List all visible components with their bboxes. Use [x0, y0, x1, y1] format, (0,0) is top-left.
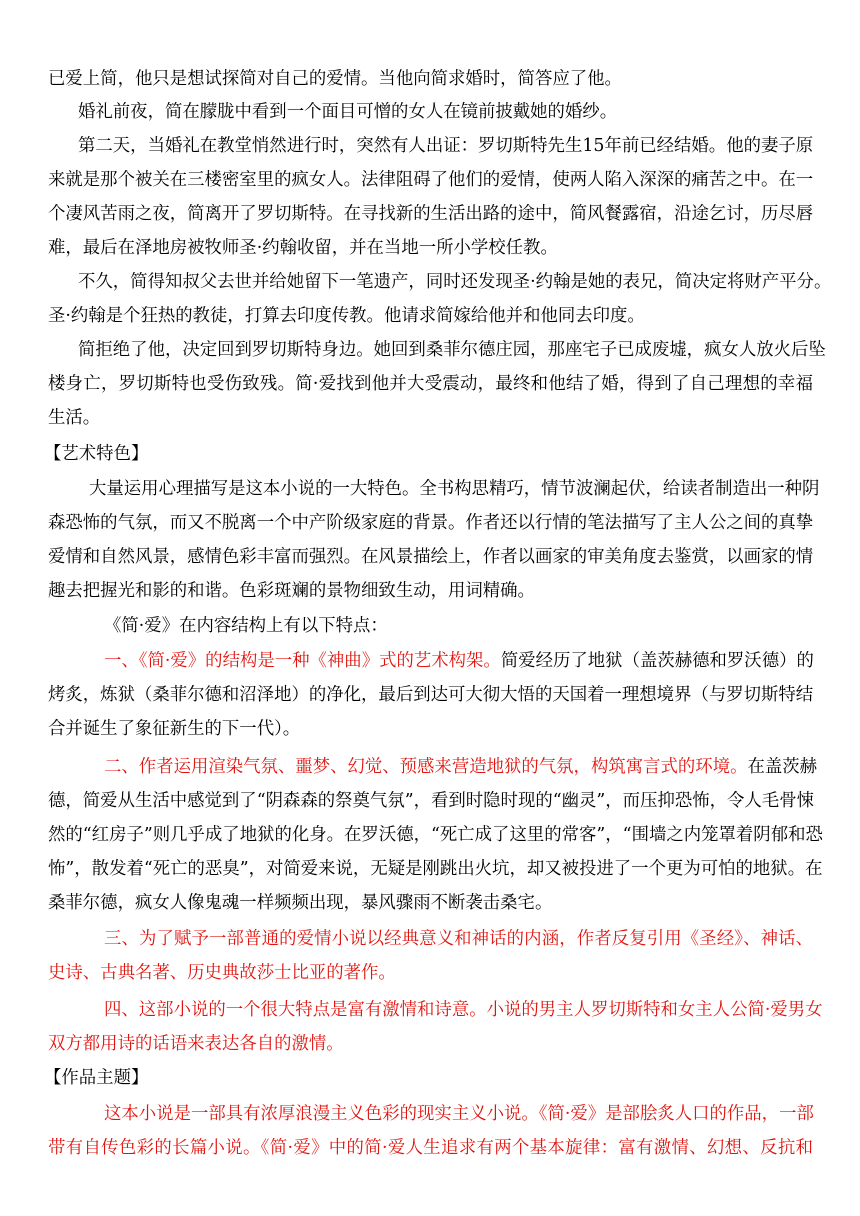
point-two-first-line — [104, 750, 817, 784]
paragraph-line: 婚礼前夜，简在朦胧中看到一个面目可憎的女人在镜前披戴她的婚纱。 — [78, 102, 618, 122]
section-heading-art: 【艺术特色】 — [44, 444, 149, 464]
paragraph-line: 然的“红房子”则几乎成了地狱的化身。在罗沃德，“死亡成了这里的常客”，“围墙之内笼罩着阴郁和恐 — [48, 825, 823, 845]
point-three-line: 史诗、古典名著、历史典故莎士比亚的著作。 — [48, 963, 396, 983]
paragraph-line: 不久，简得知叔父去世并给她留下一笔遗产，同时还发现圣·约翰是她的表兄，简决定将财产平分。 — [78, 272, 832, 292]
paragraph-line: 楼身亡，罗切斯特也受伤致残。简·爱找到他并大受震动，最终和他结了婚，得到了自己理想的幸福 — [48, 374, 813, 394]
theme-line: 这本小说是一部具有浓厚浪漫主义色彩的现实主义小说。《简·爱》是部脍炙人口的作品，一部 — [104, 1104, 814, 1124]
point-one-text: 简爱经历了地狱（盖茨赫德和罗沃德）的 — [500, 651, 814, 671]
paragraph-line: 怖”，散发着“死亡的恶臭”，对简爱来说，无疑是刚跳出火坑，却又被投进了一个更为可怕的地狱。在 — [48, 859, 823, 879]
paragraph-line: 桑菲尔德，疯女人像鬼魂一样频频出现，暴风骤雨不断袭击桑宅。 — [48, 893, 553, 913]
paragraph-line: 《简·爱》在内容结构上有以下特点： — [104, 616, 388, 636]
point-one-highlight: 一、《简·爱》的结构是一种《神曲》式的艺术构架。 — [104, 651, 501, 671]
paragraph-line: 已爱上简，他只是想试探简对自己的爱情。当他向简求婚时，简答应了他。 — [48, 69, 622, 89]
paragraph-line: 趣去把握光和影的和谐。色彩斑斓的景物细致生动，用词精确。 — [48, 581, 535, 601]
paragraph-line: 简拒绝了他，决定回到罗切斯特身边。她回到桑菲尔德庄园，那座宅子已成废墟，疯女人放火后坠 — [78, 340, 826, 360]
paragraph-line: 合并诞生了象征新生的下一代）。 — [48, 719, 301, 739]
point-four-line: 四、这部小说的一个很大特点是富有激情和诗意。小说的男主人罗切斯特和女主人公简·爱男女 — [104, 1000, 823, 1020]
point-two-highlight: 二、作者运用渲染气氛、噩梦、幻觉、预感来营造地狱的气氛，构筑寓言式的环境。 — [104, 757, 748, 777]
point-two-text: 在盖茨赫 — [747, 757, 818, 777]
paragraph-line: 第二天，当婚礼在教堂悄然进行时，突然有人出证：罗切斯特先生15年前已经结婚。他的妻子原 — [78, 136, 814, 156]
point-one-first-line — [104, 644, 814, 678]
theme-line: 带有自传色彩的长篇小说。《简·爱》中的简·爱人生追求有两个基本旋律：富有激情、幻想、反抗和 — [48, 1138, 813, 1158]
paragraph-line: 德，简爱从生活中感觉到了“阴森森的祭奠气氛”，看到时隐时现的“幽灵”，而压抑恐怖，令人毛骨悚 — [48, 791, 814, 811]
paragraph-line: 个凄风苦雨之夜，简离开了罗切斯特。在寻找新的生活出路的途中，简风餐露宿，沿途乞讨，历尽唇 — [48, 204, 814, 224]
paragraph-line: 难，最后在泽地房被牧师圣·约翰收留，并在当地一所小学校任教。 — [48, 238, 558, 258]
paragraph-line: 烤炙，炼狱（桑菲尔德和沼泽地）的净化，最后到达可大彻大悟的天国着一理想境界（与罗切斯特结 — [48, 685, 814, 705]
section-heading-theme: 【作品主题】 — [44, 1068, 149, 1088]
paragraph-line: 爱情和自然风景，感情色彩丰富而强烈。在风景描绘上，作者以画家的审美角度去鉴赏，以画家的情 — [48, 547, 814, 567]
paragraph-line: 大量运用心理描写是这本小说的一大特色。全书构思精巧，情节波澜起伏，给读者制造出一种阴 — [89, 479, 820, 499]
paragraph-line: 生活。 — [48, 408, 101, 428]
point-four-line: 双方都用诗的话语来表达各自的激情。 — [48, 1034, 344, 1054]
point-three-line: 三、为了赋予一部普通的爱情小说以经典意义和神话的内涵，作者反复引用《圣经》、神话、 — [104, 929, 813, 949]
paragraph-line: 圣·约翰是个狂热的教徒，打算去印度传教。他请求简嫁给他并和他同去印度。 — [48, 306, 645, 326]
paragraph-line: 森恐怖的气氛，而又不脱离一个中产阶级家庭的背景。作者还以行情的笔法描写了主人公之间的真挚 — [48, 513, 814, 533]
paragraph-line: 来就是那个被关在三楼密室里的疯女人。法律阻碍了他们的爱情，使两人陷入深深的痛苦之中。在一 — [48, 170, 814, 190]
